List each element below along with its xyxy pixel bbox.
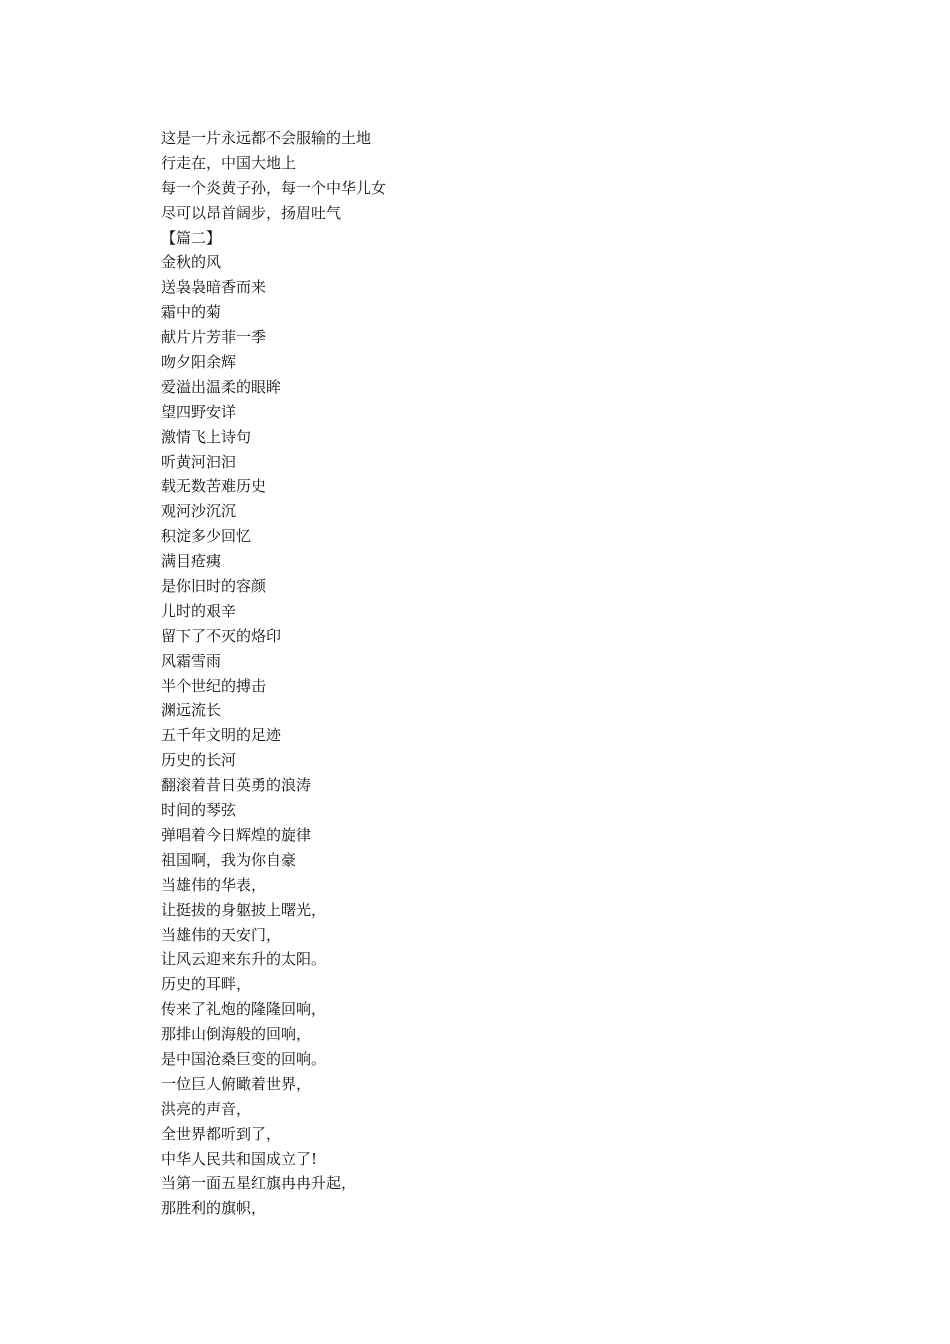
poem-line: 中华人民共和国成立了! bbox=[161, 1149, 318, 1168]
poem-line: 历史的耳畔， bbox=[161, 975, 252, 994]
poem-line: 那胜利的旗帜， bbox=[161, 1199, 267, 1218]
poem-line: 渊远流长 bbox=[161, 701, 222, 720]
poem-line: 当雄伟的天安门， bbox=[161, 925, 282, 944]
poem-line: 吻夕阳余辉 bbox=[161, 353, 237, 372]
poem-line: 满目疮痍 bbox=[161, 552, 222, 571]
poem-line: 时间的琴弦 bbox=[161, 801, 237, 820]
poem-line: 望四野安详 bbox=[161, 402, 237, 421]
section-heading: 【篇二】 bbox=[161, 228, 222, 247]
poem-line: 儿时的艰辛 bbox=[161, 601, 237, 620]
poem-line: 观河沙沉沉 bbox=[161, 502, 237, 521]
poem-line: 当雄伟的华表， bbox=[161, 875, 267, 894]
poem-line: 是中国沧桑巨变的回响。 bbox=[161, 1049, 327, 1068]
poem-line: 献片片芳菲一季 bbox=[161, 328, 267, 347]
poem-line: 爱溢出温柔的眼眸 bbox=[161, 377, 282, 396]
poem-line: 尽可以昂首阔步，扬眉吐气 bbox=[161, 203, 342, 222]
poem-line: 五千年文明的足迹 bbox=[161, 726, 282, 745]
poem-line: 每一个炎黄子孙，每一个中华儿女 bbox=[161, 178, 387, 197]
poem-line: 那排山倒海般的回响， bbox=[161, 1025, 312, 1044]
poem-line: 积淀多少回忆 bbox=[161, 527, 252, 546]
poem-line: 让风云迎来东升的太阳。 bbox=[161, 950, 327, 969]
poem-line: 全世界都听到了， bbox=[161, 1124, 282, 1143]
poem-line: 霜中的菊 bbox=[161, 303, 222, 322]
poem-line: 传来了礼炮的隆隆回响， bbox=[161, 1000, 327, 1019]
poem-line: 洪亮的声音， bbox=[161, 1099, 252, 1118]
poem-line: 送袅袅暗香而来 bbox=[161, 278, 267, 297]
poem-line: 这是一片永远都不会服输的土地 bbox=[161, 129, 372, 147]
poem-line: 一位巨人俯瞰着世界， bbox=[161, 1074, 312, 1093]
poem-line: 载无数苦难历史 bbox=[161, 477, 267, 496]
poem-line: 是你旧时的容颜 bbox=[161, 577, 267, 596]
poem-line: 金秋的风 bbox=[161, 253, 222, 272]
poem-line: 让挺拔的身躯披上曙光， bbox=[161, 900, 327, 919]
poem-line: 历史的长河 bbox=[161, 751, 237, 770]
poem-line: 行走在，中国大地上 bbox=[161, 153, 297, 172]
poem-line: 风霜雪雨 bbox=[161, 651, 222, 670]
poem-line: 弹唱着今日辉煌的旋律 bbox=[161, 825, 312, 844]
poem-line: 祖国啊，我为你自豪 bbox=[161, 850, 297, 869]
poem-line: 留下了不灭的烙印 bbox=[161, 626, 282, 645]
poem-line: 听黄河汩汩 bbox=[161, 452, 237, 471]
poem-line: 半个世纪的搏击 bbox=[161, 676, 267, 695]
poem-line: 当第一面五星红旗冉冉升起， bbox=[161, 1174, 357, 1193]
poem-line: 激情飞上诗句 bbox=[161, 427, 252, 446]
poem-text bbox=[161, 126, 861, 1221]
poem-line: 翻滚着昔日英勇的浪涛 bbox=[161, 776, 312, 795]
